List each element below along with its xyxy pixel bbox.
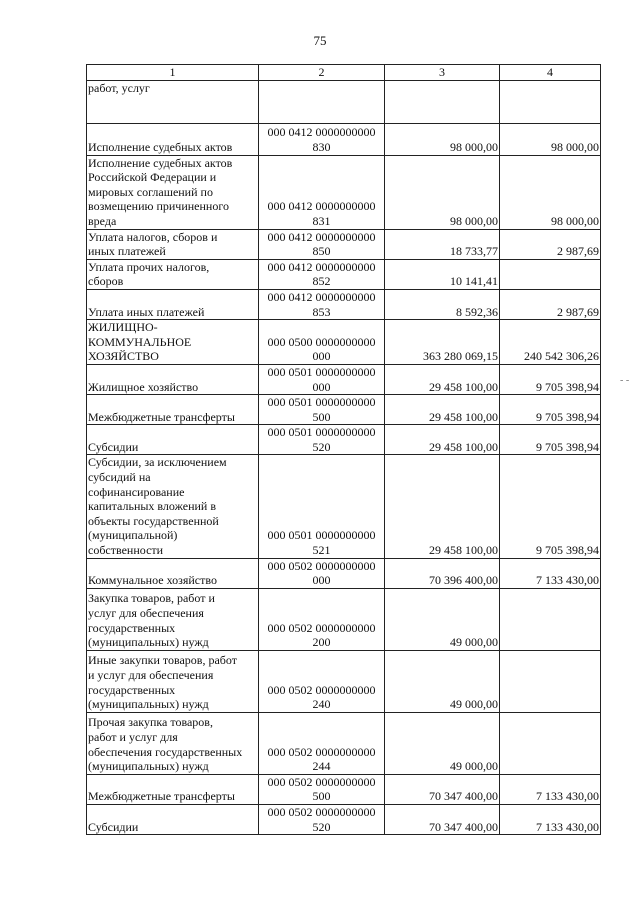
row-name-cell: Коммунальное хозяйство [87, 558, 259, 588]
row-code-cell: 000 0412 0000000000 831 [259, 155, 385, 229]
row-value-4-cell: 2 987,69 [500, 289, 601, 319]
table-row [87, 395, 601, 425]
row-value-3-cell: 29 458 100,00 [385, 425, 500, 455]
row-name-cell: Уплата налогов, сборов и иных платежей [87, 229, 259, 259]
row-name-cell: Прочая закупка товаров, работ и услуг для обеспечения государственных (муниципальных) нужд [87, 712, 259, 774]
row-code-cell: 000 0412 0000000000 850 [259, 229, 385, 259]
row-value-4-cell: 9 705 398,94 [500, 364, 601, 394]
row-code-cell: 000 0502 0000000000 244 [259, 712, 385, 774]
row-name-cell: Исполнение судебных актов Российской Федерации и мировых соглашений по возмещению причиненного вреда [87, 155, 259, 229]
row-code-cell: 000 0412 0000000000 853 [259, 289, 385, 319]
row-name-cell: Иные закупки товаров, работ и услуг для обеспечения государственных (муниципальных) нужд [87, 650, 259, 712]
row-value-3-cell: 29 458 100,00 [385, 395, 500, 425]
row-code-cell: 000 0502 0000000000 000 [259, 558, 385, 588]
row-value-4-cell [500, 80, 601, 123]
budget-table [86, 64, 601, 835]
row-value-4-cell: 240 542 306,26 [500, 320, 601, 365]
row-code-cell: 000 0502 0000000000 240 [259, 650, 385, 712]
row-code-cell: 000 0500 0000000000 000 [259, 320, 385, 365]
row-value-4-cell [500, 259, 601, 289]
row-value-4-cell: 98 000,00 [500, 123, 601, 155]
table-row [87, 455, 601, 558]
header-col-3: 3 [385, 65, 500, 81]
table-row [87, 364, 601, 394]
row-name-cell: работ, услуг [87, 80, 259, 123]
row-value-3-cell: 49 000,00 [385, 650, 500, 712]
row-value-3-cell: 70 347 400,00 [385, 805, 500, 835]
row-name-cell: Субсидии [87, 805, 259, 835]
row-value-3-cell: 29 458 100,00 [385, 364, 500, 394]
header-col-4: 4 [500, 65, 601, 81]
row-value-4-cell: 7 133 430,00 [500, 805, 601, 835]
table-row [87, 80, 601, 123]
row-value-3-cell: 18 733,77 [385, 229, 500, 259]
row-value-4-cell [500, 712, 601, 774]
row-name-cell: ЖИЛИЩНО- КОММУНАЛЬНОЕ ХОЗЯЙСТВО [87, 320, 259, 365]
row-code-cell: 000 0501 0000000000 521 [259, 455, 385, 558]
table-row [87, 805, 601, 835]
row-value-3-cell: 10 141,41 [385, 259, 500, 289]
row-name-cell: Уплата иных платежей [87, 289, 259, 319]
row-code-cell: 000 0502 0000000000 500 [259, 774, 385, 804]
header-col-2: 2 [259, 65, 385, 81]
row-code-cell [259, 80, 385, 123]
row-value-4-cell: 2 987,69 [500, 229, 601, 259]
row-value-3-cell: 49 000,00 [385, 588, 500, 650]
row-name-cell: Межбюджетные трансферты [87, 774, 259, 804]
row-code-cell: 000 0412 0000000000 830 [259, 123, 385, 155]
table-row [87, 289, 601, 319]
row-value-3-cell: 98 000,00 [385, 123, 500, 155]
table-header-row [87, 65, 601, 81]
row-name-cell: Закупка товаров, работ и услуг для обеспечения государственных (муниципальных) нужд [87, 588, 259, 650]
row-code-cell: 000 0501 0000000000 000 [259, 364, 385, 394]
table-row [87, 320, 601, 365]
table-row [87, 712, 601, 774]
table-row [87, 588, 601, 650]
row-name-cell: Межбюджетные трансферты [87, 395, 259, 425]
row-value-4-cell: 9 705 398,94 [500, 455, 601, 558]
table-row [87, 123, 601, 155]
table-row [87, 229, 601, 259]
row-code-cell: 000 0501 0000000000 500 [259, 395, 385, 425]
row-name-cell: Жилищное хозяйство [87, 364, 259, 394]
row-value-3-cell: 70 347 400,00 [385, 774, 500, 804]
table-row [87, 425, 601, 455]
row-value-3-cell: 29 458 100,00 [385, 455, 500, 558]
row-code-cell: 000 0502 0000000000 520 [259, 805, 385, 835]
row-value-4-cell: 7 133 430,00 [500, 558, 601, 588]
table-row [87, 774, 601, 804]
row-value-4-cell [500, 650, 601, 712]
row-code-cell: 000 0412 0000000000 852 [259, 259, 385, 289]
row-value-4-cell: 7 133 430,00 [500, 774, 601, 804]
row-value-3-cell [385, 80, 500, 123]
row-value-4-cell: 98 000,00 [500, 155, 601, 229]
row-name-cell: Субсидии, за исключением субсидий на софинансирование капитальных вложений в объекты государственной (муниципальной) собственности [87, 455, 259, 558]
row-name-cell: Исполнение судебных актов [87, 123, 259, 155]
row-value-4-cell [500, 588, 601, 650]
row-value-4-cell: 9 705 398,94 [500, 395, 601, 425]
row-name-cell: Субсидии [87, 425, 259, 455]
row-value-3-cell: 49 000,00 [385, 712, 500, 774]
row-code-cell: 000 0501 0000000000 520 [259, 425, 385, 455]
table-row [87, 259, 601, 289]
table-row [87, 155, 601, 229]
row-value-4-cell: 9 705 398,94 [500, 425, 601, 455]
row-value-3-cell: 98 000,00 [385, 155, 500, 229]
page-number: 75 [313, 33, 327, 48]
table-row [87, 558, 601, 588]
row-value-3-cell: 363 280 069,15 [385, 320, 500, 365]
row-value-3-cell: 8 592,36 [385, 289, 500, 319]
row-value-3-cell: 70 396 400,00 [385, 558, 500, 588]
row-name-cell: Уплата прочих налогов, сборов [87, 259, 259, 289]
header-col-1: 1 [87, 65, 259, 81]
table-row [87, 650, 601, 712]
row-code-cell: 000 0502 0000000000 200 [259, 588, 385, 650]
margin-mark: - - [620, 375, 630, 386]
